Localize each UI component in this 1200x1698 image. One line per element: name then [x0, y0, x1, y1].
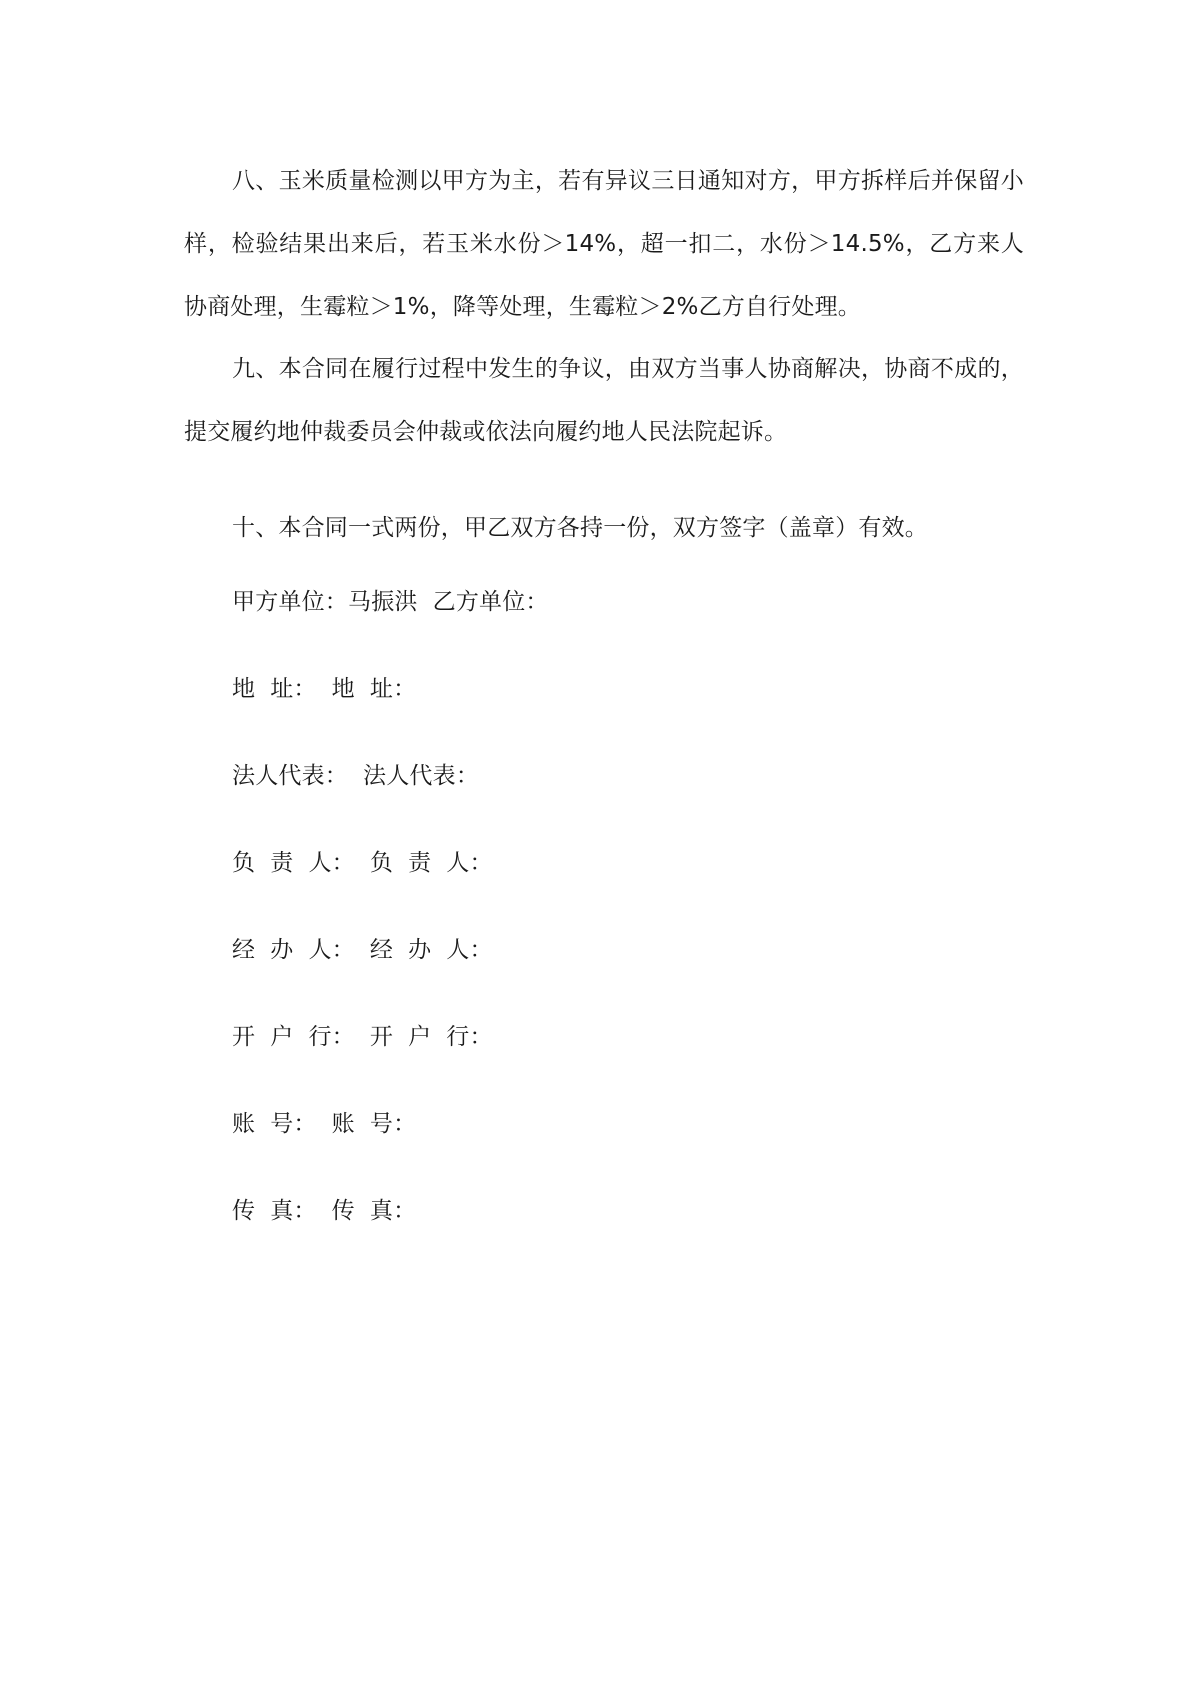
signature-bank-line: 开 户 行： 开 户 行： [232, 1024, 493, 1050]
signature-handler-line: 经 办 人： 经 办 人： [232, 937, 493, 963]
signature-unit-line: 甲方单位：马振洪 乙方单位： [232, 589, 549, 615]
signature-legal-rep-line: 法人代表： 法人代表： [232, 763, 480, 789]
signature-person-in-charge-line: 负 责 人： 负 责 人： [232, 850, 493, 876]
signature-fax-line: 传 真： 传 真： [232, 1198, 417, 1224]
signature-address-line: 地 址： 地 址： [232, 676, 417, 702]
clause-10-paragraph: 十、本合同一式两份，甲乙双方各持一份，双方签字（盖章）有效。 [232, 515, 928, 541]
clause-9-paragraph: 九、本合同在履行过程中发生的争议，由双方当事人协商解决，协商不成的，提交履约地仲裁委员会仲裁或依法向履约地人民法院起诉。 [184, 356, 1024, 445]
clause-8-paragraph: 八、玉米质量检测以甲方为主，若有异议三日通知对方，甲方拆样后并保留小样，检验结果出来后，若玉米水份＞14%，超一扣二，水份＞14.5%，乙方来人协商处理，生霉粒＞1%，降等处理，生霉粒＞2%乙方自行处理。 [184, 168, 1024, 320]
signature-account-line: 账 号： 账 号： [232, 1111, 417, 1137]
